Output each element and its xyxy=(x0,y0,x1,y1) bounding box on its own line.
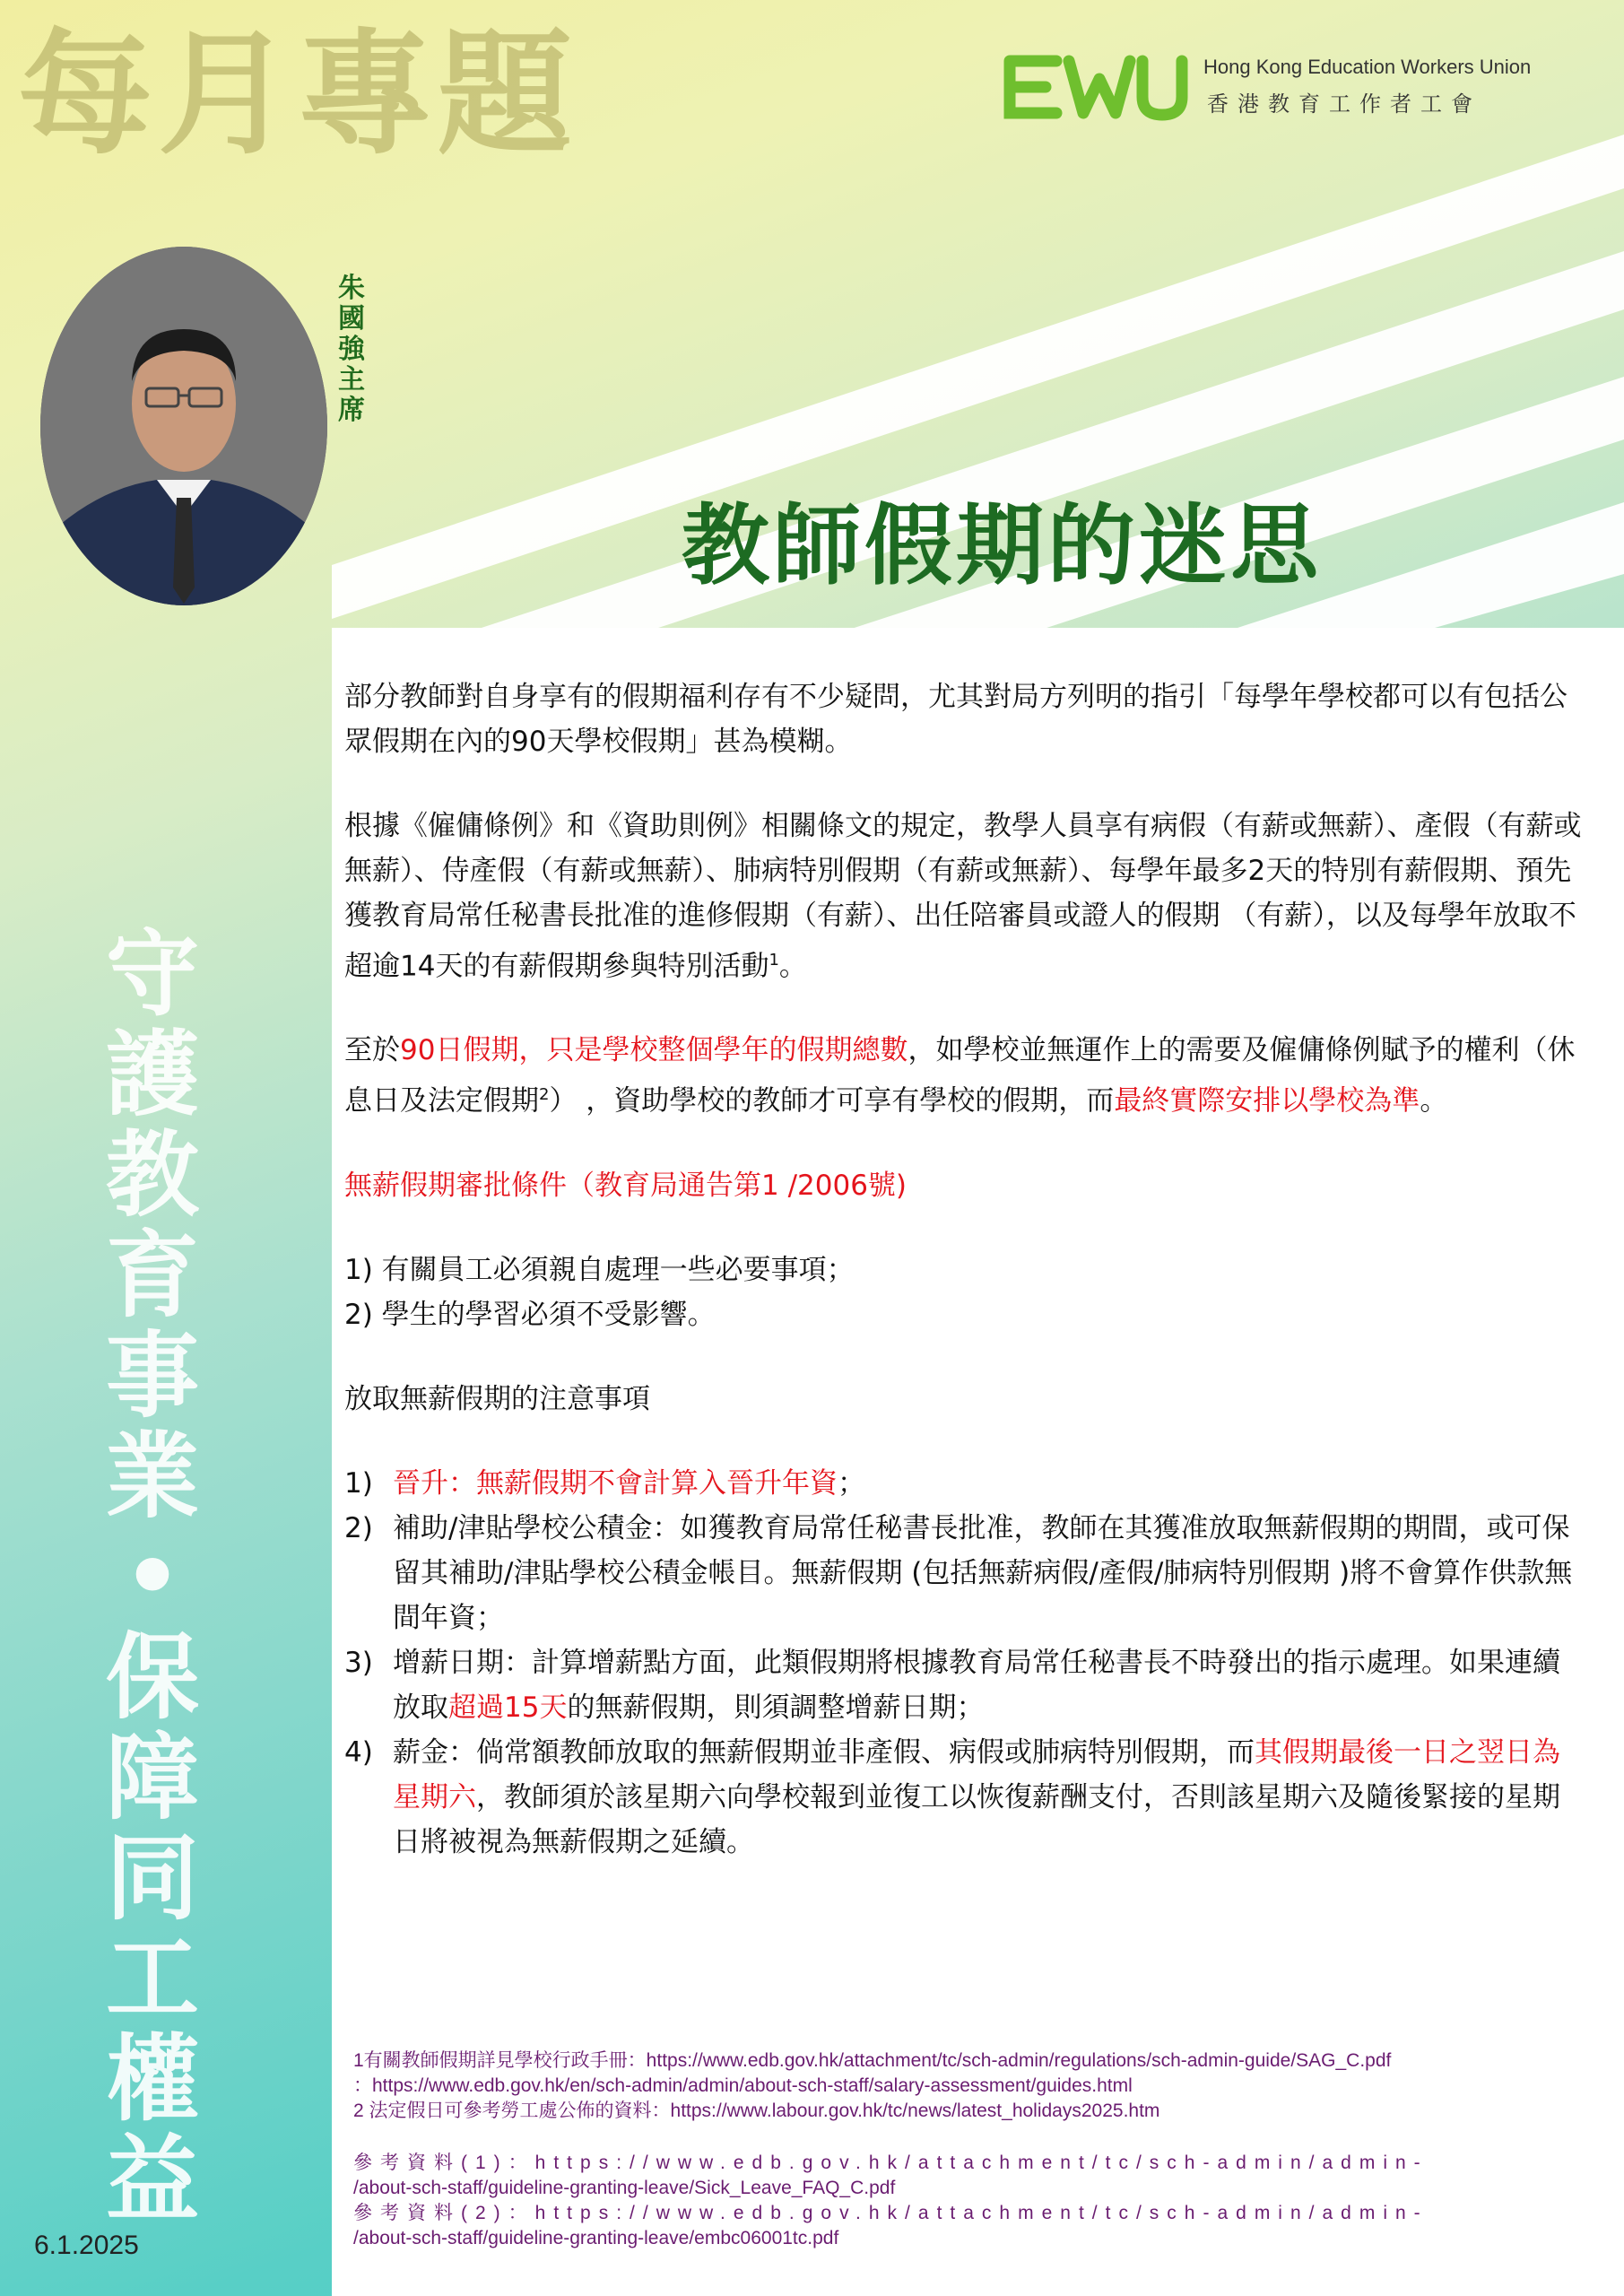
paragraph-text: ，如學校並無運作上的需要及僱傭條例賦予的權利（休息日及法定假期 xyxy=(344,1034,1576,1118)
note-number: 4) xyxy=(344,1735,373,1769)
note-item-salary xyxy=(344,1730,1582,1865)
vertical-slogan xyxy=(85,918,220,2234)
slogan-char: 教 xyxy=(105,1119,199,1230)
slogan-char: • xyxy=(122,1521,183,1631)
reference-2-line-1: 參考資料(2)：https://www.edb.gov.hk/attachment/tc/sch-admin/admin- xyxy=(353,2203,1429,2223)
logo-english-name: Hong Kong Education Workers Union xyxy=(1203,56,1532,78)
reference-1-line-1: 參考資料(1)：https://www.edb.gov.hk/attachment/tc/sch-admin/admin- xyxy=(353,2152,1429,2173)
note-item-promotion xyxy=(344,1461,1582,1506)
note-item-increment-date xyxy=(344,1640,1582,1730)
footnote-2: 2 法定假日可參考勞工處公佈的資料：https://www.labour.gov.hk/tc/news/latest_holidays2025.htm xyxy=(353,2100,1160,2121)
conditions-list xyxy=(344,1248,1582,1337)
note-highlight: 超過15天 xyxy=(448,1691,568,1724)
note-text: 薪金：倘常額教師放取的無薪假期並非產假、病假或肺病特別假期，而 xyxy=(393,1735,1255,1769)
article-body xyxy=(344,674,1582,1904)
slogan-char: 業 xyxy=(105,1421,199,1531)
footnotes xyxy=(353,2048,1609,2251)
publish-date: 6.1.2025 xyxy=(34,2231,139,2260)
highlight-school-decides: 最終實際安排以學校為準 xyxy=(1114,1084,1420,1118)
paragraph-intro: 部分教師對自身享有的假期福利存有不少疑問，尤其對局方列明的指引「每學年學校都可以有包括公眾假期在內的90天學校假期」甚為模糊。 xyxy=(344,681,1568,758)
reference-2-line-2: /about-sch-staff/guideline-granting-leave/embc06001tc.pdf xyxy=(353,2228,839,2248)
note-highlight: 其假期最後一日之翌日為星期六 xyxy=(393,1735,1560,1813)
slogan-char: 事 xyxy=(105,1320,199,1431)
author-name: 朱國強主席 xyxy=(338,273,365,426)
logo-chinese-name: 香港教育工作者工會 xyxy=(1207,91,1481,117)
highlight-90-days: 90日假期，只是學校整個學年的假期總數 xyxy=(400,1034,908,1067)
paragraph-end: 。 xyxy=(1420,1084,1448,1118)
slogan-char: 保 xyxy=(105,1622,199,1732)
paragraph-leave-types xyxy=(344,804,1582,988)
note-text: 增薪日期：計算增薪點方面，此類假期將根據教育局常任秘書長不時發出的指示處理。如果連續放取 xyxy=(393,1646,1560,1724)
note-highlight: 晉升：無薪假期不會計算入晉升年資 xyxy=(393,1466,838,1500)
note-item-provident-fund xyxy=(344,1506,1582,1640)
ewu-logo-icon xyxy=(1003,52,1191,122)
union-logo xyxy=(1003,52,1612,124)
paragraph-text: 至於 xyxy=(344,1034,400,1067)
portrait-image xyxy=(40,247,327,605)
notes-list xyxy=(344,1461,1582,1865)
header-title: 每月專題 xyxy=(18,15,578,173)
condition-item: 2) 學生的學習必須不受影響。 xyxy=(344,1298,716,1331)
slogan-char: 工 xyxy=(105,1923,199,2033)
slogan-char: 益 xyxy=(105,2124,199,2234)
author-portrait xyxy=(40,247,327,605)
heading-notes: 放取無薪假期的注意事項 xyxy=(344,1382,650,1415)
main-title: 教師假期的迷思 xyxy=(682,494,1323,597)
footnote-1-link: ：https://www.edb.gov.hk/en/sch-admin/admin/about-sch-staff/salary-assessment/guides.html xyxy=(353,2075,1133,2096)
slogan-char: 守 xyxy=(105,918,199,1029)
slogan-char: 障 xyxy=(105,1722,199,1832)
footnote-1: 1有關教師假期詳見學校行政手冊：https://www.edb.gov.hk/attachment/tc/sch-admin/regulations/sch-admin-guide/SAG_C.pdf xyxy=(353,2050,1392,2071)
references xyxy=(353,2151,1609,2251)
slogan-char: 同 xyxy=(105,1822,199,1933)
note-text: ，教師須於該星期六向學校報到並復工以恢復薪酬支付，否則該星期六及隨後緊接的星期日將被視為無薪假期之延續。 xyxy=(393,1780,1560,1858)
heading-approval-conditions: 無薪假期審批條件（教育局通告第1 /2006號) xyxy=(344,1169,908,1202)
footnote-ref-1: 1 xyxy=(769,951,779,970)
note-number: 2) xyxy=(344,1511,373,1544)
note-number: 3) xyxy=(344,1646,373,1679)
condition-item: 1) 有關員工必須親自處理一些必要事項； xyxy=(344,1253,855,1286)
note-number: 1) xyxy=(344,1466,373,1500)
note-text: 補助/津貼學校公積金：如獲教育局常任秘書長批准，教師在其獲准放取無薪假期的期間，或可保留其補助/津貼學校公積金帳目。無薪假期 (包括無薪病假/產假/肺病特別假期 )將不會算作供款無間年資； xyxy=(393,1511,1573,1634)
paragraph-text: 根據《僱傭條例》和《資助則例》相關條文的規定，教學人員享有病假（有薪或無薪）、產假（有薪或無薪）、侍產假（有薪或無薪）、肺病特別假期（有薪或無薪）、每學年最多2天的特別有薪假期、預先獲教育局常任秘書長批准的進修假期（有薪）、出任陪審員或證人的假期 （有薪），以及每學年放取不超逾14天的有薪假期參與特別活動 xyxy=(344,810,1582,983)
paragraph-end: 。 xyxy=(778,950,807,983)
paragraph-90-days xyxy=(344,1028,1582,1123)
paragraph-text: ） ，資助學校的教師才可享有學校的假期，而 xyxy=(549,1084,1115,1118)
slogan-char: 護 xyxy=(105,1019,199,1129)
note-text: 的無薪假期，則須調整增薪日期； xyxy=(567,1691,985,1724)
reference-1-line-2: /about-sch-staff/guideline-granting-leave/Sick_Leave_FAQ_C.pdf xyxy=(353,2178,896,2198)
note-end: ； xyxy=(838,1466,865,1500)
slogan-char: 育 xyxy=(105,1220,199,1330)
footnote-ref-2: 2 xyxy=(539,1085,550,1105)
slogan-char: 權 xyxy=(105,2023,199,2134)
